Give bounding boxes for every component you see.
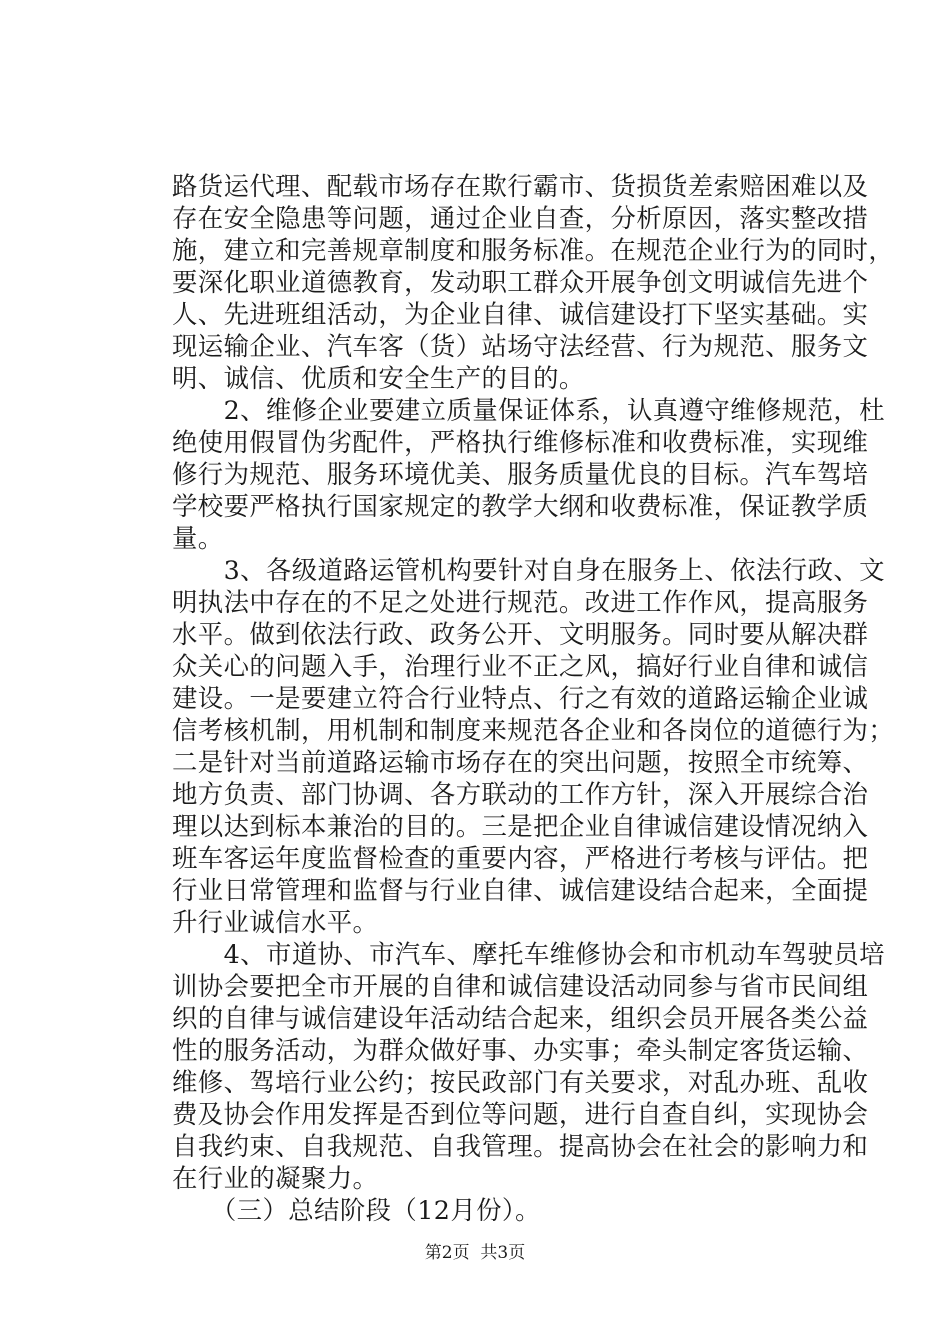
text-line: 众关心的问题入手，治理行业不正之风，搞好行业自律和诚信 (172, 651, 869, 681)
text-line: 在行业的凝聚力。 (172, 1163, 379, 1193)
text-line: 路货运代理、配载市场存在欺行霸市、货损货差索赔困难以及 (172, 171, 869, 201)
text-line: 信考核机制，用机制和制度来规范各企业和各岗位的道德行为； (172, 715, 895, 745)
text-line: 存在安全隐患等问题，通过企业自查，分析原因，落实整改措 (172, 203, 869, 233)
text-line: 水平。做到依法行政、政务公开、文明服务。同时要从解决群 (172, 619, 869, 649)
text-line: 量。 (172, 523, 224, 553)
text-line: （三）总结阶段（12月份）。 (172, 1195, 541, 1225)
text-line: 二是针对当前道路运输市场存在的突出问题，按照全市统筹、 (172, 747, 869, 777)
text-line: 理以达到标本兼治的目的。三是把企业自律诚信建设情况纳入 (172, 811, 869, 841)
text-line: 明执法中存在的不足之处进行规范。改进工作作风，提高服务 (172, 587, 869, 617)
text-line: 人、先进班组活动，为企业自律、诚信建设打下坚实基础。实 (172, 299, 869, 329)
text-line: 明、诚信、优质和安全生产的目的。 (172, 363, 585, 393)
text-line: 修行为规范、服务环境优美、服务质量优良的目标。汽车驾培 (172, 459, 869, 489)
body-text (172, 170, 895, 1226)
text-line: 地方负责、部门协调、各方联动的工作方针，深入开展综合治 (172, 779, 869, 809)
text-line: 自我约束、自我规范、自我管理。提高协会在社会的影响力和 (172, 1131, 869, 1161)
text-line: 4、市道协、市汽车、摩托车维修协会和市机动车驾驶员培 (172, 939, 885, 969)
text-line: 行业日常管理和监督与行业自律、诚信建设结合起来，全面提 (172, 875, 869, 905)
text-line: 维修、驾培行业公约；按民政部门有关要求，对乱办班、乱收 (172, 1067, 869, 1097)
text-line: 2、维修企业要建立质量保证体系，认真遵守维修规范，杜 (172, 395, 885, 425)
text-line: 升行业诚信水平。 (172, 907, 379, 937)
text-line: 性的服务活动，为群众做好事、办实事；牵头制定客货运输、 (172, 1035, 869, 1065)
text-line: 现运输企业、汽车客（货）站场守法经营、行为规范、服务文 (172, 331, 869, 361)
text-line: 费及协会作用发挥是否到位等问题，进行自查自纠，实现协会 (172, 1099, 869, 1129)
text-line: 要深化职业道德教育，发动职工群众开展争创文明诚信先进个 (172, 267, 869, 297)
text-line: 班车客运年度监督检查的重要内容，严格进行考核与评估。把 (172, 843, 869, 873)
text-line: 建设。一是要建立符合行业特点、行之有效的道路运输企业诚 (172, 683, 869, 713)
text-line: 织的自律与诚信建设年活动结合起来，组织会员开展各类公益 (172, 1003, 869, 1033)
text-line: 绝使用假冒伪劣配件，严格执行维修标准和收费标准，实现维 (172, 427, 869, 457)
text-line: 施，建立和完善规章制度和服务标准。在规范企业行为的同时， (172, 235, 895, 265)
text-line: 训协会要把全市开展的自律和诚信建设活动同参与省市民间组 (172, 971, 869, 1001)
text-line: 3、各级道路运管机构要针对自身在服务上、依法行政、文 (172, 555, 885, 585)
page-footer: 第2页 共3页 (424, 1243, 526, 1263)
text-line: 学校要严格执行国家规定的教学大纲和收费标准，保证教学质 (172, 491, 869, 521)
